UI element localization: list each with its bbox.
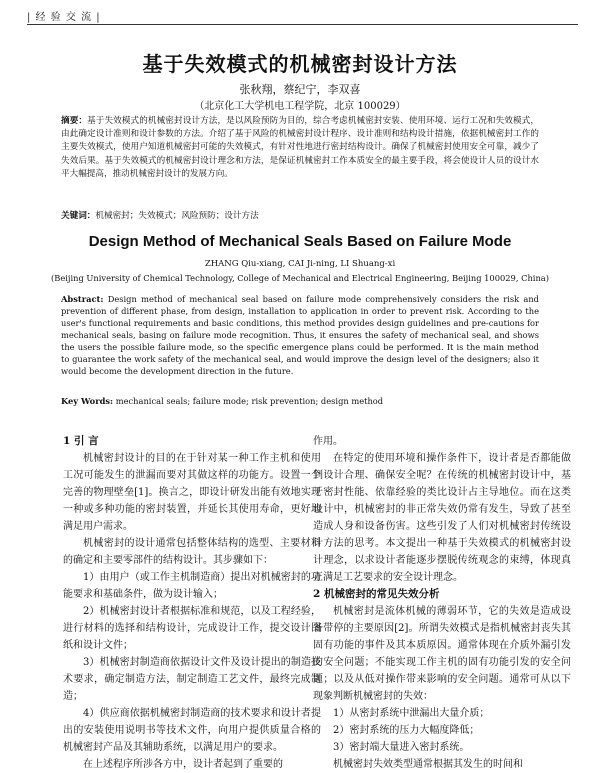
paper-title-en: Design Method of Mechanical Seals Based on Failure Mode [88,233,512,250]
list-item: 1）由用户（或工作主机制造商）提出对机械密封的功能要求和基础条件，做为设计输入； [63,572,321,600]
journal-section-label: | 经 验 交 流 | [27,12,101,23]
paper-title-cn: 基于失效模式的机械密封设计方法 [142,52,458,76]
keywords-en-label: Key Words: [61,396,114,406]
keywords-cn [61,210,539,223]
paragraph: 机械密封失效类型通常根据其发生的时间和 [333,759,523,770]
keywords-cn-text: 机械密封；失效模式；风险预防；设计方法 [95,211,259,221]
abstract-en-label: Abstract: [61,294,104,304]
abstract-cn-label: 摘要： [61,116,88,126]
body-column-right [313,433,571,773]
affiliation-en: (Beijing University of Chemical Technology, College of Mechanical and Electrical Engineering, Beijing 100029, China) [51,273,549,283]
list-item: 3）密封端大量进入密封系统。 [333,742,470,753]
paragraph: 在特定的使用环境和操作条件下，设计者是否都能做到设计合理、确保安全呢？在传统的机械密封设计中，基于密封性能、依靠经验的类比设计占主导地位。而在这类设计中，机械密封的非正常失效仍常有发生，导致了甚至造成人身和设备伤害。这些引发了人们对机械密封传统设计方法的思考。本文提出一种基于失效模式的机械密封设计理念，以求设计者能逐步摆脱传统观念的束缚，体现真正满足工艺要求的安全设计理念。 [313,453,571,583]
affiliation-cn: （北京化工大学机电工程学院，北京 100029） [194,101,406,112]
header-rule [27,24,578,25]
keywords-en [61,395,539,408]
list-item: 3）机械密封制造商依据设计文件及设计提出的制造技术要求，确定制造方法，制定制造工艺文件，最终完成制造； [63,657,321,702]
list-item: 2）密封系统的压力大幅度降低； [333,725,480,736]
list-item: 4）供应商依据机械密封制造商的技术要求和设计者提出的安装使用说明书等技术文件，向用户提供质量合格的机械密封产品及其辅助系统，以满足用户的要求。 [63,708,321,753]
list-item: 2）机械密封设计者根据标准和规范，以及工程经验，进行材料的选择和结构设计，完成设计工作，提交设计图纸和设计文件； [63,606,321,651]
authors-en: ZHANG Qiu-xiang, CAI Ji-ning, LI Shuang-xi [204,259,396,269]
section2-heading: 2 机械密封的常见失效分析 [313,588,440,600]
keywords-en-text: mechanical seals; failure mode; risk prevention; design method [115,396,384,406]
keywords-cn-label: 关键词： [61,211,96,221]
list-item: 1）从密封系统中泄漏出大量介质； [333,708,490,719]
paragraph-continuation: 作用。 [313,436,343,447]
paragraph: 机械密封设计的目的在于针对某一种工作主机和使用工况可能发生的泄漏而要对其做这样的功能方。设置一个完善的物理壁垒[1]。换言之，即设计研发出能有效地实现一种或多种功能的密封装置，并延长其使用寿命，更好地满足用户需求。 [63,453,321,532]
paragraph: 机械密封是流体机械的薄弱环节，它的失效是造成设备带停的主要原因[2]。所谓失效模式是指机械密封丧失其固有功能的事件及其本质原因。通常体现在介质外漏引发的安全问题；不能实现工作主机的固有功能引发的安全问题；以及从低对操作带来影响的安全问题。通常可从以下现象判断机械密封的失效： [313,606,571,702]
paragraph: 在上述程序所涉各方中，设计者起到了重要的 [83,759,283,770]
body-column-left [63,433,321,773]
abstract-cn-text: 基于失效模式的机械密封设计方法，是以风险预防为目的，综合考虑机械密封安装、使用环境、运行工况和失效模式，由此确定设计准则和设计参数的方法。介绍了基于风险的机械密封设计程序、设计准则和结构设计措施，依据机械密封工作的主要失效模式，使用户知道机械密封可能的失效模式，有针对性地进行密封结构设计。确保了机械密封使用安全可靠，减少了失效后果。基于失效模式的机械密封设计理念和方法，是保证机械密封工作本质安全的最主要手段，将会使设计人员的设计水平大幅提高，推动机械密封设计的发展方向。 [61,116,539,179]
abstract-en-text: Design method of mechanical seal based on failure mode comprehensively considers the risk and prevention of different phase, from design, installation to application in order to prevent risk. According to the user's functional requirements and basic conditions, this method provides design guidelines and pre-cautions for mechanical seals, basing on failure mode recognition. Thus, it ensures the safety of mechanical seal, and shows the users the possible failure mode, so the specific emergence plans could be performed. It is the main method to guarantee the work safety of the mechanical seal, and would improve the design level of the designers; also it would become the development direction in the future. [61,294,539,376]
section1-heading: 1 引 言 [63,435,99,447]
authors-cn: 张秋翔，蔡纪宁，李双喜 [239,83,361,96]
abstract-en [61,293,539,377]
abstract-cn [61,115,539,181]
paragraph: 机械密封的设计通常包括整体结构的选型、主要材料的确定和主要零部件的结构设计。其步骤如下： [63,538,321,566]
